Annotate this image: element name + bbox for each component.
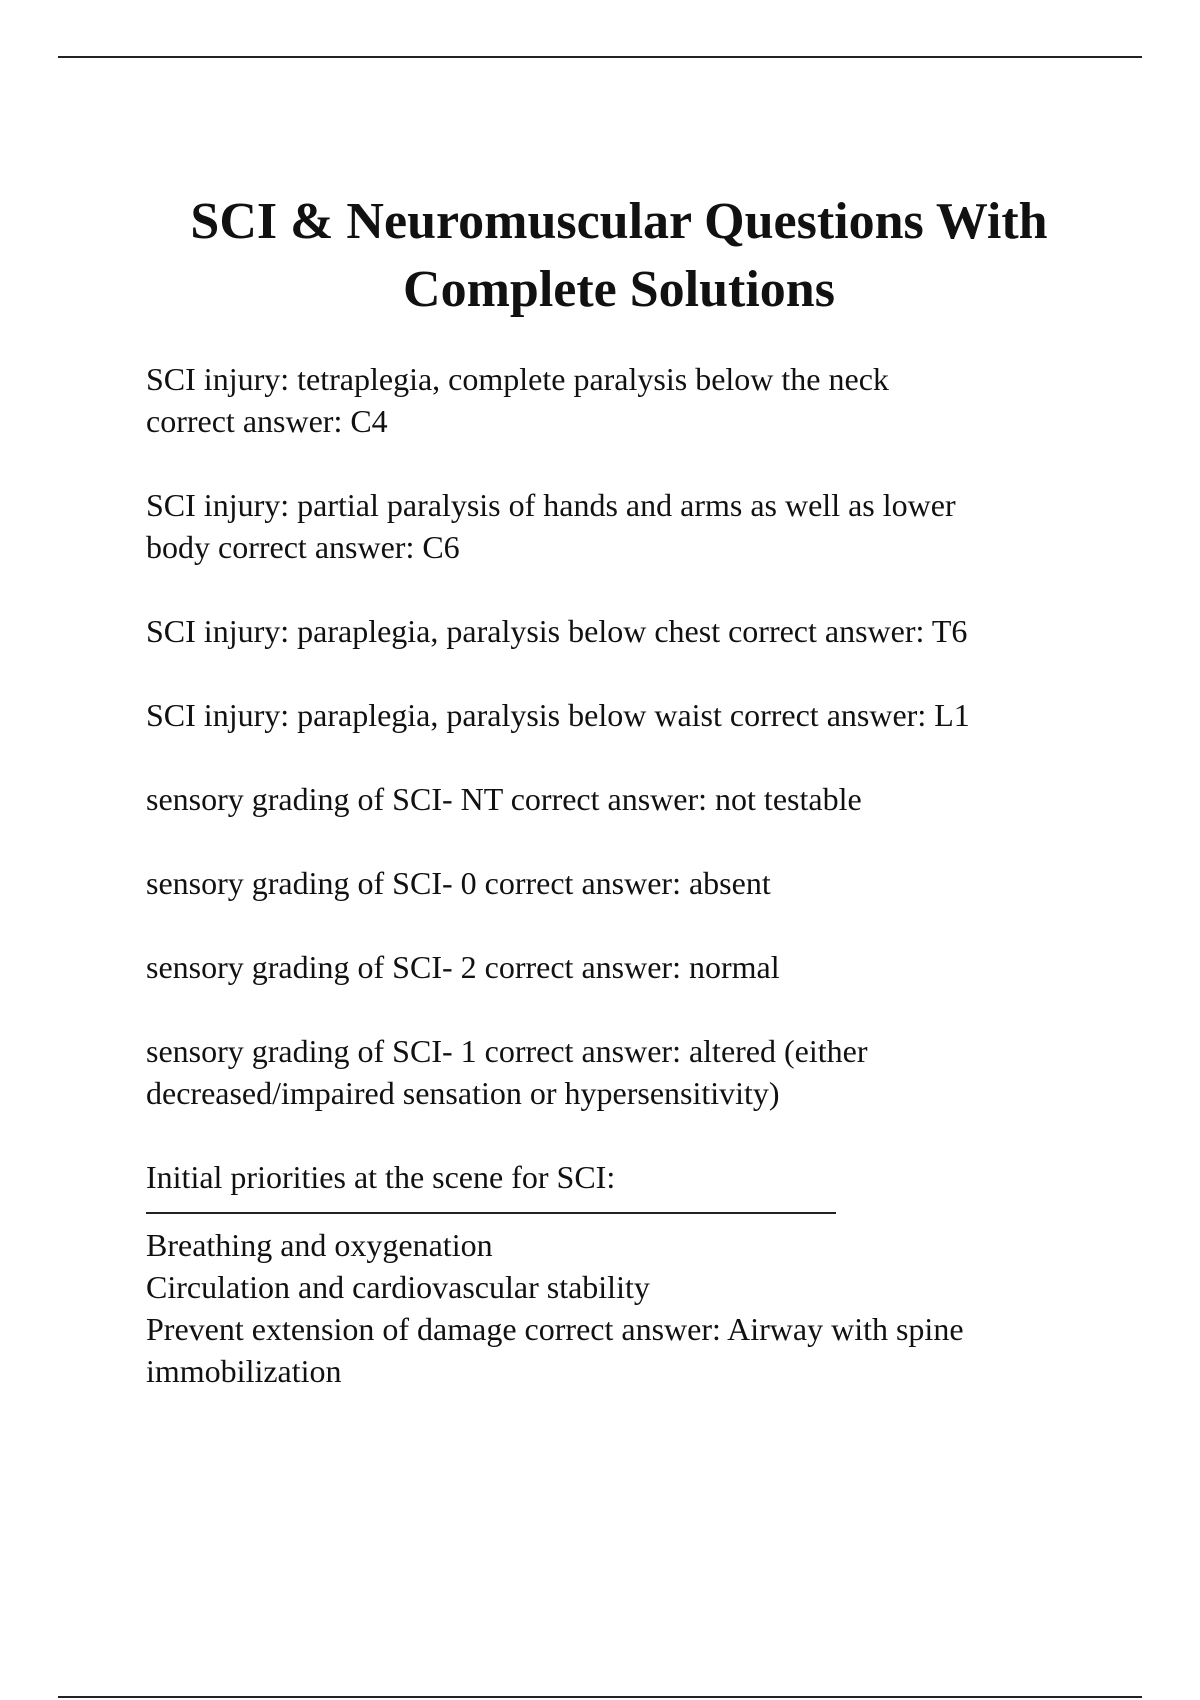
qa-line: decreased/impaired sensation or hypersensitivity) [146, 1075, 780, 1111]
qa-list [146, 358, 1106, 1434]
priorities-prompt: Initial priorities at the scene for SCI: [146, 1159, 616, 1195]
qa-item [146, 484, 1106, 568]
answer-blank-line [146, 1212, 836, 1214]
qa-line: sensory grading of SCI- 2 correct answer: normal [146, 949, 780, 985]
page-title [146, 188, 1092, 324]
title-line-2: Complete Solutions [403, 261, 835, 318]
priorities-line: Circulation and cardiovascular stability [146, 1269, 650, 1305]
top-rule [58, 56, 1142, 58]
priorities-line: Breathing and oxygenation [146, 1227, 493, 1263]
title-line-1: SCI & Neuromuscular Questions With [190, 193, 1048, 250]
qa-line: sensory grading of SCI- 0 correct answer: absent [146, 865, 771, 901]
qa-line: SCI injury: paraplegia, paralysis below waist correct answer: L1 [146, 697, 970, 733]
qa-line: body correct answer: C6 [146, 529, 460, 565]
qa-item [146, 946, 1106, 988]
priorities-line: immobilization [146, 1353, 342, 1389]
qa-item [146, 694, 1106, 736]
qa-line: sensory grading of SCI- NT correct answer: not testable [146, 781, 862, 817]
bottom-rule [58, 1696, 1142, 1698]
priorities-item [146, 1156, 1106, 1392]
qa-line: SCI injury: partial paralysis of hands and arms as well as lower [146, 487, 956, 523]
qa-item [146, 610, 1106, 652]
qa-line: correct answer: C4 [146, 403, 388, 439]
qa-line: sensory grading of SCI- 1 correct answer: altered (either [146, 1033, 868, 1069]
priorities-line: Prevent extension of damage correct answer: Airway with spine [146, 1311, 964, 1347]
qa-line: SCI injury: tetraplegia, complete paralysis below the neck [146, 361, 889, 397]
qa-item [146, 358, 1106, 442]
qa-line: SCI injury: paraplegia, paralysis below chest correct answer: T6 [146, 613, 968, 649]
qa-item [146, 778, 1106, 820]
qa-item [146, 1030, 1106, 1114]
qa-item [146, 862, 1106, 904]
